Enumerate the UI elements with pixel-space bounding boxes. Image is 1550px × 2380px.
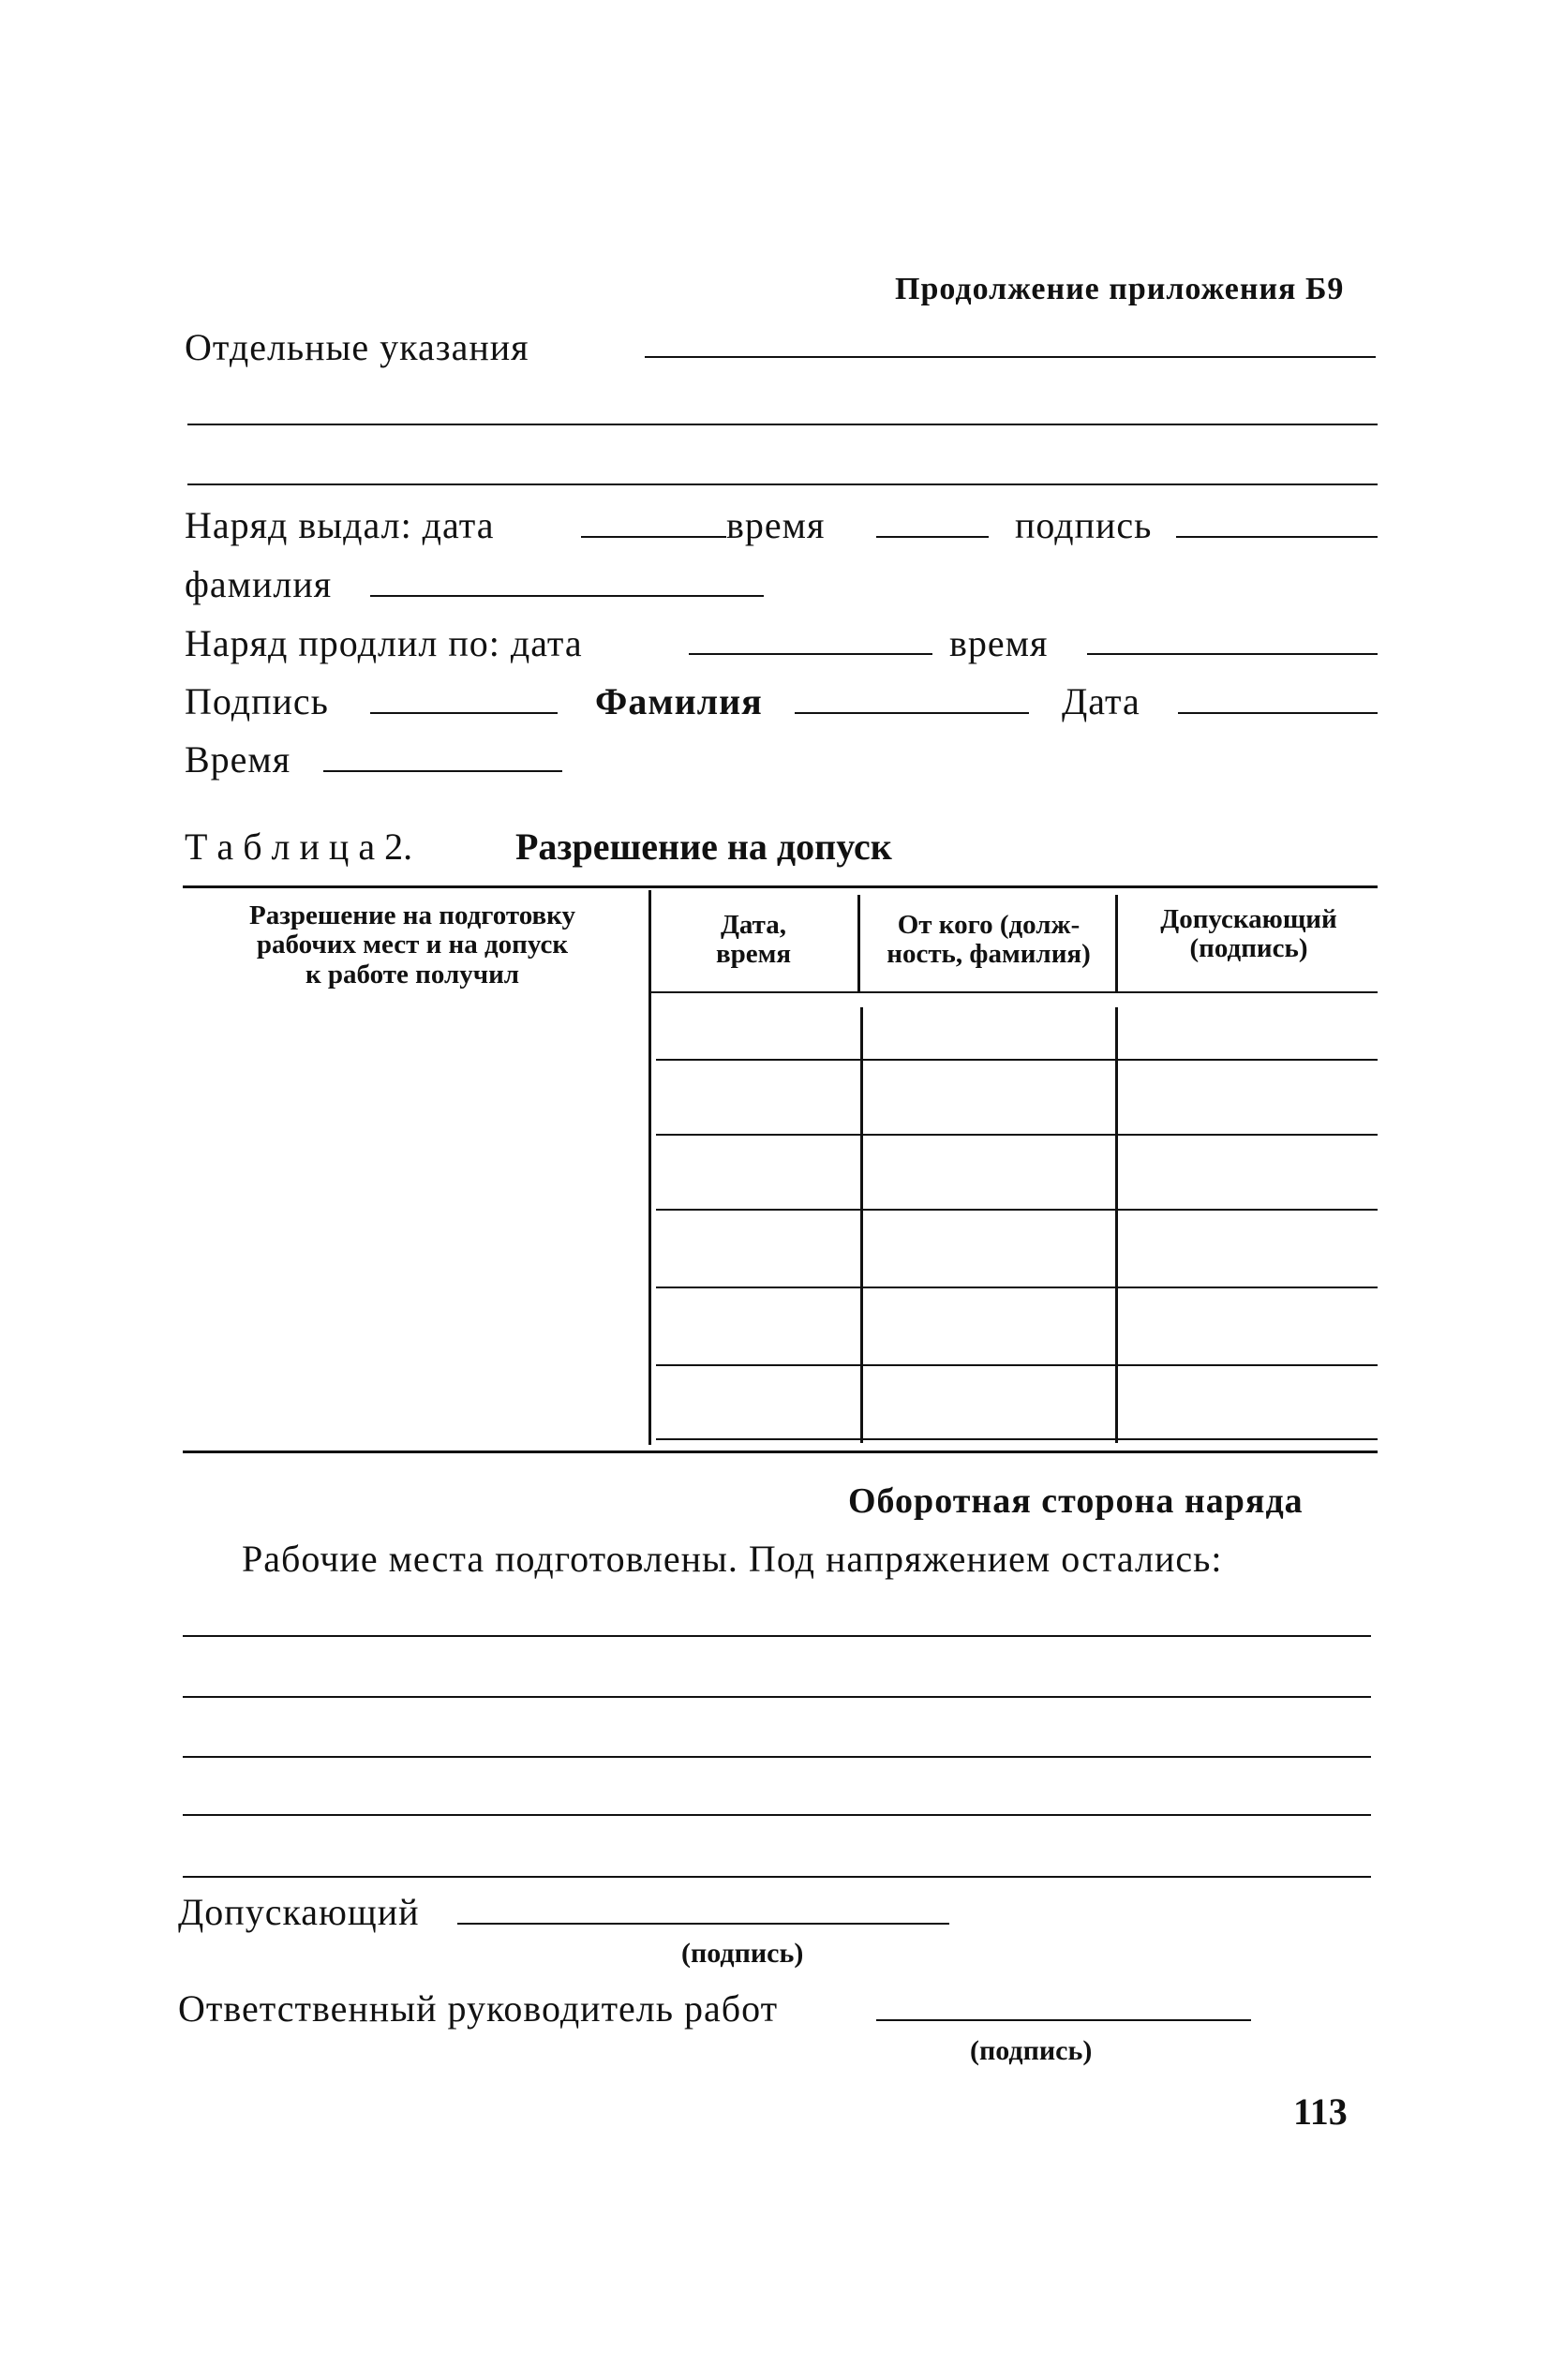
table-row-rule[interactable] bbox=[656, 1364, 1378, 1366]
date-line[interactable] bbox=[1178, 712, 1378, 714]
table-row-rule[interactable] bbox=[656, 1134, 1378, 1136]
table-vertical-rule bbox=[1115, 895, 1118, 991]
column-header-admitting-line: Допускающий bbox=[1160, 904, 1337, 934]
instructions-line-2[interactable] bbox=[187, 424, 1378, 425]
issued-date-line[interactable] bbox=[581, 536, 726, 538]
energized-line-3[interactable] bbox=[183, 1756, 1371, 1758]
admitting-signature-line[interactable] bbox=[457, 1923, 949, 1925]
extended-date-line[interactable] bbox=[689, 653, 932, 655]
column-header-date-time-line: Дата, bbox=[720, 910, 787, 940]
column-header-admitting bbox=[1120, 905, 1378, 964]
signature-line[interactable] bbox=[370, 712, 558, 714]
instructions-line-3[interactable] bbox=[187, 483, 1378, 485]
extended-time-label: время bbox=[949, 622, 1049, 664]
table-vertical-rule bbox=[1115, 1007, 1118, 1443]
table-row-rule[interactable] bbox=[656, 1287, 1378, 1288]
date-label: Дата bbox=[1062, 680, 1140, 722]
issued-by-date-label: Наряд выдал: дата bbox=[185, 504, 495, 546]
table-bottom-rule bbox=[183, 1450, 1378, 1453]
column-header-date-time-line: время bbox=[715, 939, 792, 970]
issued-by-time-label: время bbox=[726, 504, 826, 546]
table-caption-title: Разрешение на допуск bbox=[515, 826, 892, 868]
column-header-received-line: рабочих мест и на допуск bbox=[256, 930, 569, 960]
column-header-from-whom-line: ность, фамилия) bbox=[887, 939, 1091, 970]
surname-cap-line[interactable] bbox=[795, 712, 1029, 714]
workplaces-prepared-text: Рабочие места подготовлены. Под напряжением остались: bbox=[242, 1538, 1223, 1580]
energized-line-1[interactable] bbox=[183, 1635, 1371, 1637]
extended-time-line[interactable] bbox=[1087, 653, 1378, 655]
table-header-rule bbox=[651, 991, 1378, 993]
signature-hint-2: (подпись) bbox=[970, 2035, 1093, 2066]
surname-cap-label: Фамилия bbox=[595, 680, 763, 722]
issued-by-signature-label: подпись bbox=[1015, 504, 1153, 546]
table-row-rule[interactable] bbox=[656, 1209, 1378, 1211]
table-row-rule[interactable] bbox=[656, 1438, 1378, 1440]
table-vertical-rule bbox=[857, 895, 860, 991]
column-header-from-whom bbox=[862, 911, 1115, 970]
surname-label: фамилия bbox=[185, 563, 333, 605]
column-header-date-time bbox=[654, 911, 853, 970]
table-caption-label: Т а б л и ц а 2. bbox=[185, 826, 413, 868]
column-header-admitting-line: (подпись) bbox=[1189, 933, 1308, 964]
column-header-received-line: к работе получил bbox=[305, 959, 520, 989]
issued-signature-line[interactable] bbox=[1176, 536, 1378, 538]
table-top-rule bbox=[183, 885, 1378, 888]
column-header-received bbox=[183, 901, 642, 989]
continuation-header: Продолжение приложения Б9 bbox=[895, 272, 1345, 306]
table-row-rule[interactable] bbox=[656, 1059, 1378, 1061]
extended-date-label: Наряд продлил по: дата bbox=[185, 622, 583, 664]
energized-line-4[interactable] bbox=[183, 1814, 1371, 1816]
admitting-label: Допускающий bbox=[178, 1891, 420, 1933]
separate-instructions-line[interactable] bbox=[645, 356, 1376, 358]
column-header-received-line: Разрешение на подготовку bbox=[249, 900, 575, 930]
column-header-from-whom-line: От кого (долж- bbox=[897, 910, 1081, 940]
issued-time-line[interactable] bbox=[876, 536, 989, 538]
separate-instructions-label: Отдельные указания bbox=[185, 326, 529, 368]
time-line[interactable] bbox=[323, 770, 562, 772]
energized-line-5[interactable] bbox=[183, 1876, 1371, 1878]
surname-line[interactable] bbox=[370, 595, 764, 597]
energized-line-2[interactable] bbox=[183, 1696, 1371, 1698]
time-label: Время bbox=[185, 738, 291, 781]
responsible-manager-signature-line[interactable] bbox=[876, 2019, 1251, 2021]
table-vertical-rule bbox=[648, 890, 651, 1445]
signature-label: Подпись bbox=[185, 680, 329, 722]
responsible-manager-label: Ответственный руководитель работ bbox=[178, 1987, 779, 2030]
reverse-side-title: Оборотная сторона наряда bbox=[848, 1481, 1304, 1521]
signature-hint-1: (подпись) bbox=[681, 1938, 804, 1969]
page-number: 113 bbox=[1293, 2090, 1348, 2133]
table-vertical-rule bbox=[860, 1007, 863, 1443]
